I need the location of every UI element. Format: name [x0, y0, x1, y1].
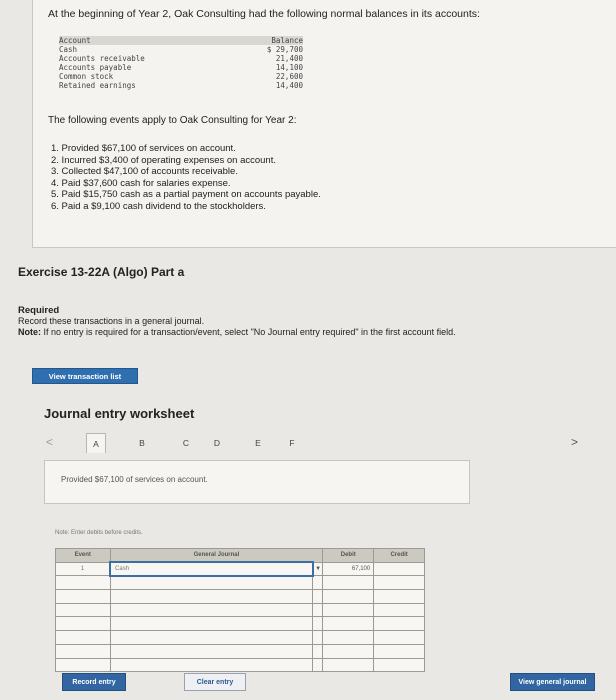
record-entry-button[interactable]: Record entry [62, 673, 126, 691]
account-select[interactable] [110, 576, 313, 590]
problem-intro: At the beginning of Year 2, Oak Consulting had the following normal balances in its accounts: [48, 8, 480, 20]
exercise-title: Exercise 13-22A (Algo) Part a [18, 265, 185, 279]
account-header: Account [59, 36, 91, 45]
journal-row [56, 617, 425, 631]
account-row [59, 81, 303, 90]
entry-note: Note: Enter debits before credits. [55, 530, 143, 536]
debit-input[interactable] [323, 617, 374, 631]
note-label: Note: [18, 327, 41, 337]
dropdown-cell[interactable] [313, 576, 323, 590]
account-select[interactable] [110, 590, 313, 604]
events-list [51, 143, 321, 212]
clear-entry-button[interactable]: Clear entry [184, 673, 246, 691]
dropdown-cell[interactable] [313, 603, 323, 617]
account-select[interactable] [110, 617, 313, 631]
account-select[interactable] [110, 644, 313, 658]
account-table-header [59, 36, 303, 45]
event-cell [56, 631, 111, 645]
account-name: Cash [59, 45, 78, 54]
required-text: Record these transactions in a general journal. [18, 316, 205, 326]
event-item: 1. Provided $67,100 of services on account. [51, 143, 236, 154]
event-cell [56, 617, 111, 631]
event-column-header: Event [56, 549, 111, 563]
journal-row [56, 562, 425, 576]
journal-row [56, 658, 425, 672]
credit-input[interactable] [374, 658, 425, 672]
note-text: If no entry is required for a transaction/event, select "No Journal entry required" in the first account field. [41, 327, 456, 337]
journal-entry-table [55, 548, 425, 672]
credit-input[interactable] [374, 617, 425, 631]
account-name: Accounts receivable [59, 54, 145, 63]
debit-column-header: Debit [323, 549, 374, 563]
account-balance: 14,400 [275, 81, 303, 90]
required-note [18, 327, 456, 337]
credit-input[interactable] [374, 562, 425, 576]
event-item: 4. Paid $37,600 cash for salaries expense. [51, 177, 231, 189]
transaction-tab-bar [40, 431, 598, 457]
required-heading: Required [18, 305, 60, 316]
debit-input[interactable] [323, 631, 374, 645]
credit-input[interactable] [374, 590, 425, 604]
journal-row [56, 590, 425, 604]
debit-input[interactable] [323, 658, 374, 672]
debit-input[interactable] [323, 576, 374, 590]
transaction-description-box [44, 460, 470, 504]
debit-input[interactable] [323, 590, 374, 604]
account-select[interactable] [110, 658, 313, 672]
account-row [59, 63, 303, 72]
account-balance-table [59, 36, 303, 90]
view-transaction-list-button[interactable]: View transaction list [32, 368, 138, 384]
worksheet-title: Journal entry worksheet [44, 406, 195, 421]
tab-d[interactable]: D [213, 438, 221, 448]
balance-header: Balance [271, 36, 303, 45]
tab-a[interactable]: A [86, 433, 106, 453]
dropdown-cell[interactable] [313, 590, 323, 604]
event-item: 2. Incurred $3,400 of operating expenses on account. [51, 154, 276, 166]
events-intro: The following events apply to Oak Consulting for Year 2: [48, 115, 297, 126]
event-item: 3. Collected $47,100 of accounts receivable. [51, 166, 238, 177]
credit-column-header: Credit [374, 549, 425, 563]
tab-b[interactable]: B [139, 438, 145, 448]
account-select[interactable] [110, 631, 313, 645]
transaction-description: Provided $67,100 of services on account. [61, 475, 208, 484]
account-balance: 21,400 [275, 54, 303, 63]
event-cell [56, 658, 111, 672]
event-item: 6. Paid a $9,100 cash dividend to the stockholders. [51, 200, 266, 212]
account-balance: 22,600 [275, 72, 303, 81]
account-row [59, 45, 303, 54]
dropdown-cell[interactable] [313, 658, 323, 672]
credit-input[interactable] [374, 603, 425, 617]
credit-input[interactable] [374, 631, 425, 645]
next-tab-icon[interactable]: > [571, 435, 579, 449]
journal-row [56, 603, 425, 617]
account-name: Accounts payable [59, 63, 132, 72]
account-balance: $ 29,700 [266, 45, 303, 54]
account-balance: 14,100 [275, 63, 303, 72]
dropdown-arrow-icon[interactable]: ▼ [313, 562, 323, 576]
account-select[interactable]: Cash [110, 562, 313, 576]
debit-input[interactable]: 67,100 [323, 562, 374, 576]
debit-input[interactable] [323, 644, 374, 658]
journal-row [56, 644, 425, 658]
problem-statement [32, 0, 616, 248]
debit-input[interactable] [323, 603, 374, 617]
event-cell [56, 590, 111, 604]
event-cell: 1 [56, 562, 111, 576]
prev-tab-icon[interactable]: < [46, 435, 54, 449]
dropdown-cell[interactable] [313, 631, 323, 645]
account-name: Retained earnings [59, 81, 136, 90]
account-row [59, 72, 303, 81]
journal-row [56, 631, 425, 645]
tab-c[interactable]: C [182, 438, 190, 448]
account-select[interactable] [110, 603, 313, 617]
account-name: Common stock [59, 72, 114, 81]
dropdown-cell[interactable] [313, 617, 323, 631]
tab-e[interactable]: E [255, 438, 261, 448]
event-item: 5. Paid $15,750 cash as a partial payment on accounts payable. [51, 189, 321, 200]
credit-input[interactable] [374, 576, 425, 590]
tab-f[interactable]: F [289, 438, 295, 448]
dropdown-cell[interactable] [313, 644, 323, 658]
journal-row [56, 576, 425, 590]
view-general-journal-button[interactable]: View general journal [510, 673, 595, 691]
credit-input[interactable] [374, 644, 425, 658]
account-row [59, 54, 303, 63]
general-journal-column-header: General Journal [110, 549, 323, 563]
event-cell [56, 603, 111, 617]
event-cell [56, 644, 111, 658]
event-cell [56, 576, 111, 590]
